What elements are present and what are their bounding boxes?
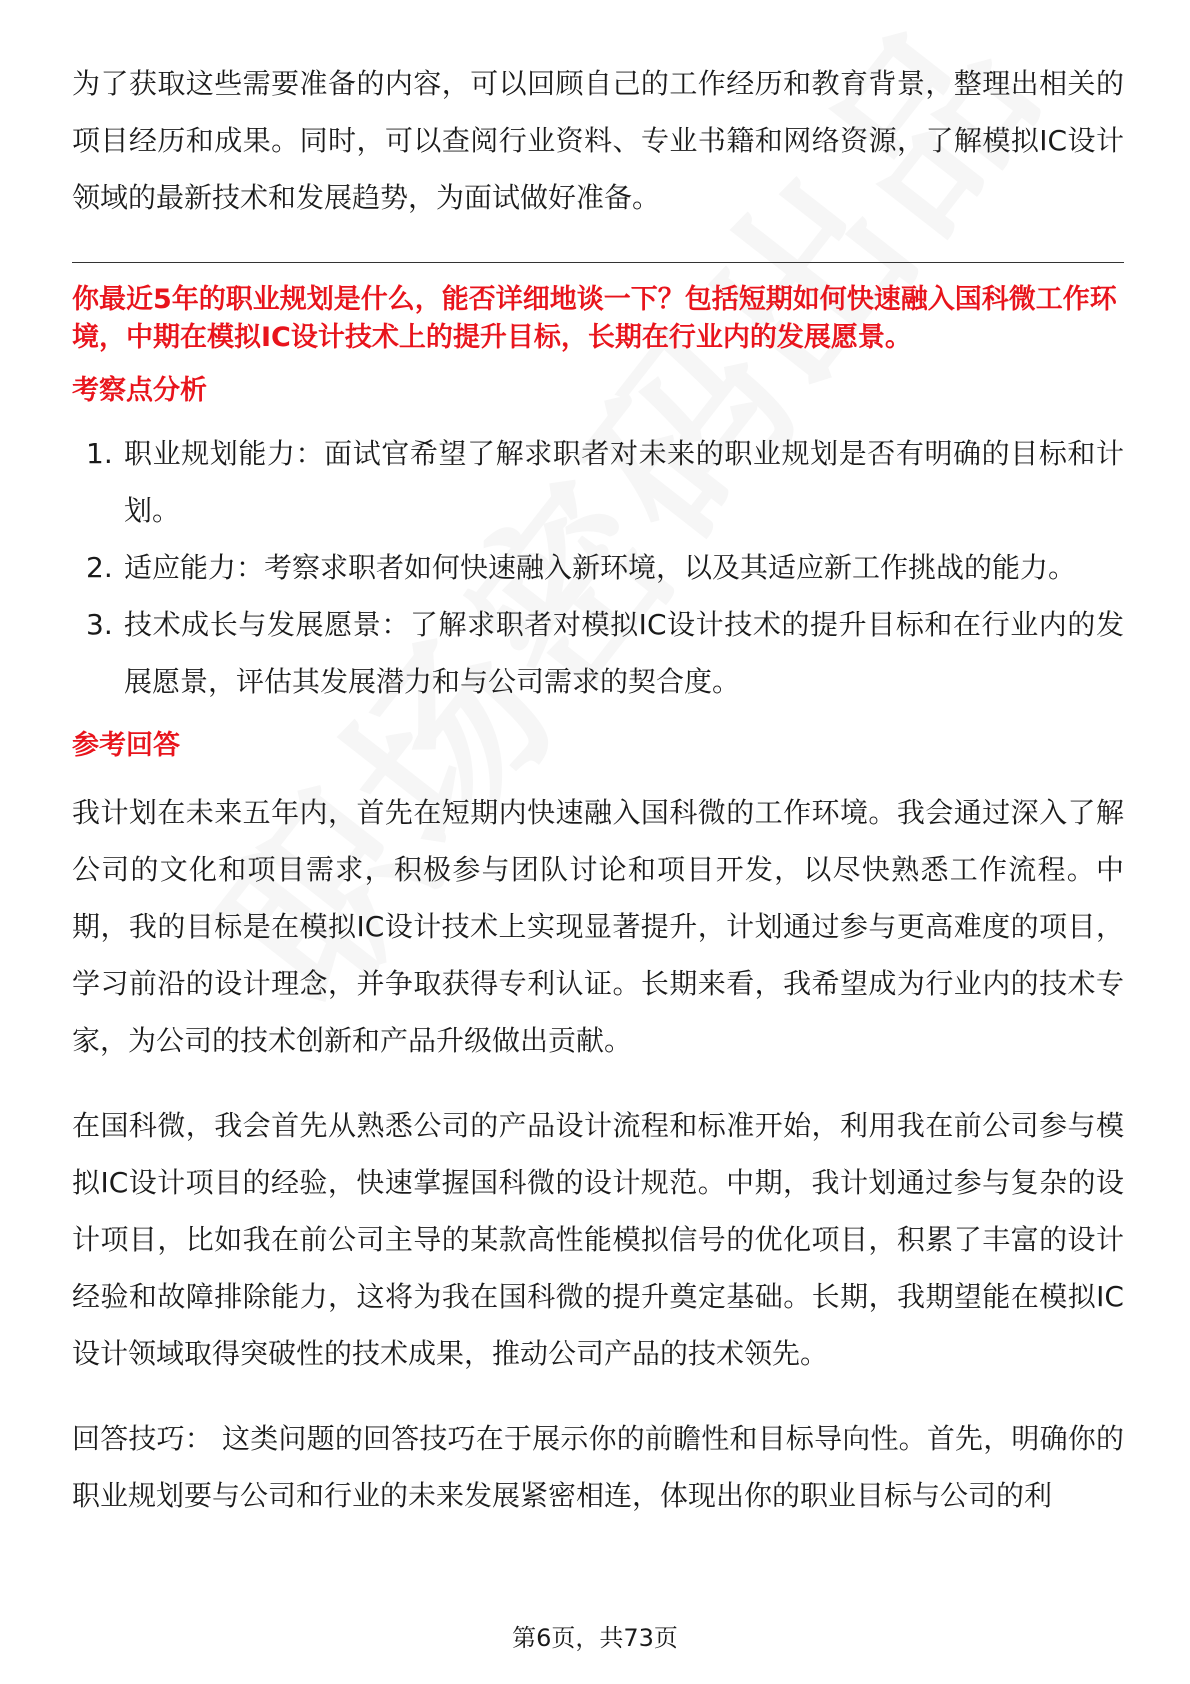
analysis-item-text: 适应能力：考察求职者如何快速融入新环境，以及其适应新工作挑战的能力。 bbox=[124, 551, 1077, 584]
page-content bbox=[72, 55, 1124, 1524]
page-number-footer: 第6页，共73页 bbox=[512, 1624, 678, 1652]
analysis-item-text: 职业规划能力：面试官希望了解求职者对未来的职业规划是否有明确的目标和计划。 bbox=[124, 437, 1124, 527]
analysis-list bbox=[72, 425, 1124, 710]
answer-tips-paragraph: 回答技巧： 这类问题的回答技巧在于展示你的前瞻性和目标导向性。首先，明确你的职业规划要与公司和行业的未来发展紧密相连，体现出你的职业目标与公司的利 bbox=[72, 1422, 1124, 1512]
analysis-heading: 考察点分析 bbox=[72, 375, 207, 406]
analysis-item bbox=[72, 425, 1124, 539]
analysis-item-number: 3. bbox=[86, 608, 113, 641]
analysis-item-text: 技术成长与发展愿景：了解求职者对模拟IC设计技术的提升目标和在行业内的发展愿景，评估其发展潜力和与公司需求的契合度。 bbox=[124, 608, 1124, 698]
section-divider bbox=[72, 262, 1124, 263]
answer-paragraph: 我计划在未来五年内，首先在短期内快速融入国科微的工作环境。我会通过深入了解公司的文化和项目需求，积极参与团队讨论和项目开发，以尽快熟悉工作流程。中期，我的目标是在模拟IC设计技术上实现显著提升，计划通过参与更高难度的项目，学习前沿的设计理念，并争取获得专利认证。长期来看，我希望成为行业内的技术专家，为公司的技术创新和产品升级做出贡献。 bbox=[72, 796, 1124, 1057]
interview-question: 你最近5年的职业规划是什么，能否详细地谈一下？包括短期如何快速融入国科微工作环境，中期在模拟IC设计技术上的提升目标，长期在行业内的发展愿景。 bbox=[72, 284, 1117, 353]
analysis-item-number: 1. bbox=[86, 437, 113, 470]
answer-paragraph: 在国科微，我会首先从熟悉公司的产品设计流程和标准开始，利用我在前公司参与模拟IC设计项目的经验，快速掌握国科微的设计规范。中期，我计划通过参与复杂的设计项目，比如我在前公司主导的某款高性能模拟信号的优化项目，积累了丰富的设计经验和故障排除能力，这将为我在国科微的提升奠定基础。长期，我期望能在模拟IC设计领域取得突破性的技术成果，推动公司产品的技术领先。 bbox=[72, 1109, 1124, 1370]
analysis-item-number: 2. bbox=[86, 551, 113, 584]
answer-heading: 参考回答 bbox=[72, 730, 180, 761]
analysis-item bbox=[72, 596, 1124, 710]
intro-paragraph: 为了获取这些需要准备的内容，可以回顾自己的工作经历和教育背景，整理出相关的项目经历和成果。同时，可以查阅行业资料、专业书籍和网络资源，了解模拟IC设计领域的最新技术和发展趋势，为面试做好准备。 bbox=[72, 67, 1124, 214]
analysis-item bbox=[72, 539, 1124, 596]
